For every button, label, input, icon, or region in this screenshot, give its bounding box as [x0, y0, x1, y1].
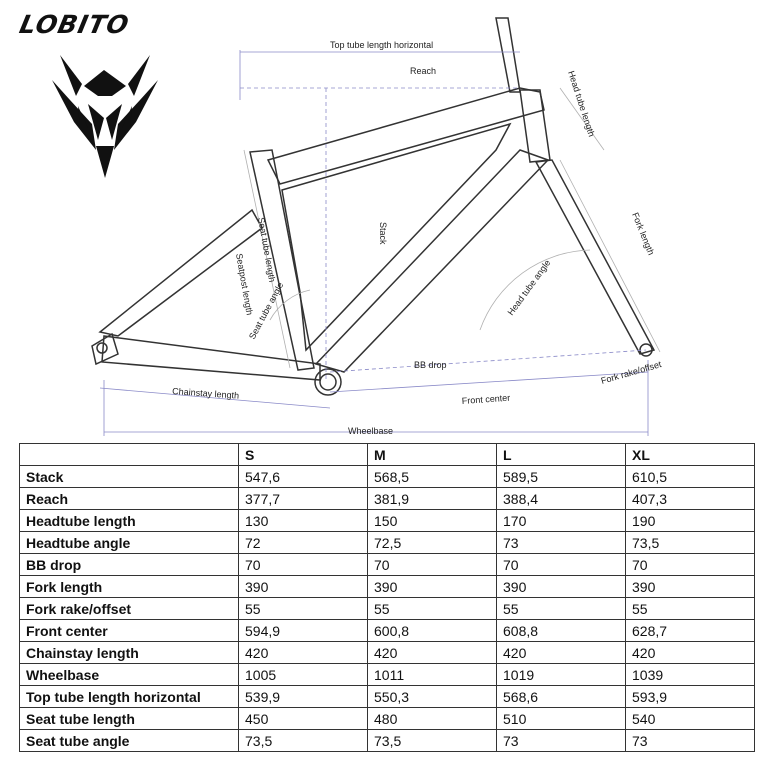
cell-value: 55: [626, 598, 755, 620]
table-row: [20, 686, 755, 708]
label-front-center: Front center: [461, 392, 511, 406]
cell-value: 420: [239, 642, 368, 664]
cell-value: 55: [239, 598, 368, 620]
table-row: [20, 510, 755, 532]
row-label: Stack: [20, 466, 239, 488]
cell-value: 377,7: [239, 488, 368, 510]
cell-value: 1019: [497, 664, 626, 686]
cell-value: 55: [368, 598, 497, 620]
label-wheelbase: Wheelbase: [348, 426, 394, 436]
table-row: [20, 554, 755, 576]
cell-value: 381,9: [368, 488, 497, 510]
cell-value: 568,6: [497, 686, 626, 708]
row-label: Seat tube angle: [20, 730, 239, 752]
table-row: [20, 532, 755, 554]
cell-value: 407,3: [626, 488, 755, 510]
cell-value: 150: [368, 510, 497, 532]
header-size: XL: [626, 444, 755, 466]
label-bb-drop: BB drop: [414, 360, 447, 370]
cell-value: 568,5: [368, 466, 497, 488]
cell-value: 73,5: [626, 532, 755, 554]
header-size: L: [497, 444, 626, 466]
cell-value: 388,4: [497, 488, 626, 510]
cell-value: 600,8: [368, 620, 497, 642]
table-body: [20, 466, 755, 752]
table-row: [20, 466, 755, 488]
label-chainstay: Chainstay length: [171, 386, 240, 401]
cell-value: 589,5: [497, 466, 626, 488]
label-head-tube-length: Head tube length: [566, 69, 597, 138]
row-label: Wheelbase: [20, 664, 239, 686]
cell-value: 73: [626, 730, 755, 752]
cell-value: 70: [497, 554, 626, 576]
label-head-tube-angle: Head tube angle: [505, 257, 553, 318]
cell-value: 547,6: [239, 466, 368, 488]
label-reach: Reach: [410, 66, 437, 76]
table-row: [20, 576, 755, 598]
cell-value: 70: [239, 554, 368, 576]
row-label: Headtube length: [20, 510, 239, 532]
cell-value: 420: [368, 642, 497, 664]
cell-value: 70: [368, 554, 497, 576]
table-row: [20, 664, 755, 686]
table-row: [20, 620, 755, 642]
table-row: [20, 708, 755, 730]
cell-value: 390: [626, 576, 755, 598]
cell-value: 72,5: [368, 532, 497, 554]
cell-value: 190: [626, 510, 755, 532]
cell-value: 480: [368, 708, 497, 730]
cell-value: 170: [497, 510, 626, 532]
cell-value: 55: [497, 598, 626, 620]
row-label: Reach: [20, 488, 239, 510]
cell-value: 628,7: [626, 620, 755, 642]
cell-value: 539,9: [239, 686, 368, 708]
geometry-table: [19, 443, 755, 752]
label-stack: Stack: [378, 222, 388, 245]
cell-value: 510: [497, 708, 626, 730]
label-seatpost-length: Seatpost length: [234, 252, 255, 316]
cell-value: 610,5: [626, 466, 755, 488]
label-top-tube: Top tube length horizontal: [330, 40, 434, 50]
header-size: M: [368, 444, 497, 466]
label-fork-rake: Fork rake/offset: [599, 359, 663, 386]
header-empty: [20, 444, 239, 466]
label-fork-length: Fork length: [630, 211, 657, 257]
cell-value: 420: [626, 642, 755, 664]
cell-value: 1039: [626, 664, 755, 686]
row-label: Fork length: [20, 576, 239, 598]
cell-value: 72: [239, 532, 368, 554]
table-header-row: [20, 444, 755, 466]
cell-value: 130: [239, 510, 368, 532]
cell-value: 390: [497, 576, 626, 598]
row-label: Front center: [20, 620, 239, 642]
cell-value: 70: [626, 554, 755, 576]
table-row: [20, 642, 755, 664]
cell-value: 73,5: [239, 730, 368, 752]
header-size: S: [239, 444, 368, 466]
cell-value: 73: [497, 730, 626, 752]
cell-value: 73: [497, 532, 626, 554]
cell-value: 420: [497, 642, 626, 664]
cell-value: 390: [239, 576, 368, 598]
row-label: Seat tube length: [20, 708, 239, 730]
row-label: BB drop: [20, 554, 239, 576]
cell-value: 1005: [239, 664, 368, 686]
cell-value: 390: [368, 576, 497, 598]
label-seat-tube-length: Seat tube length: [256, 216, 278, 283]
cell-value: 1011: [368, 664, 497, 686]
row-label: Top tube length horizontal: [20, 686, 239, 708]
brand-wordmark: LOBITO: [16, 10, 133, 39]
cell-value: 550,3: [368, 686, 497, 708]
row-label: Fork rake/offset: [20, 598, 239, 620]
cell-value: 608,8: [497, 620, 626, 642]
cell-value: 73,5: [368, 730, 497, 752]
table-row: [20, 730, 755, 752]
cell-value: 540: [626, 708, 755, 730]
cell-value: 593,9: [626, 686, 755, 708]
table-row: [20, 488, 755, 510]
cell-value: 450: [239, 708, 368, 730]
label-seat-tube-angle: Seat tube angle: [246, 280, 286, 341]
table-row: [20, 598, 755, 620]
row-label: Chainstay length: [20, 642, 239, 664]
row-label: Headtube angle: [20, 532, 239, 554]
wolf-logo-icon: [52, 55, 158, 178]
cell-value: 594,9: [239, 620, 368, 642]
